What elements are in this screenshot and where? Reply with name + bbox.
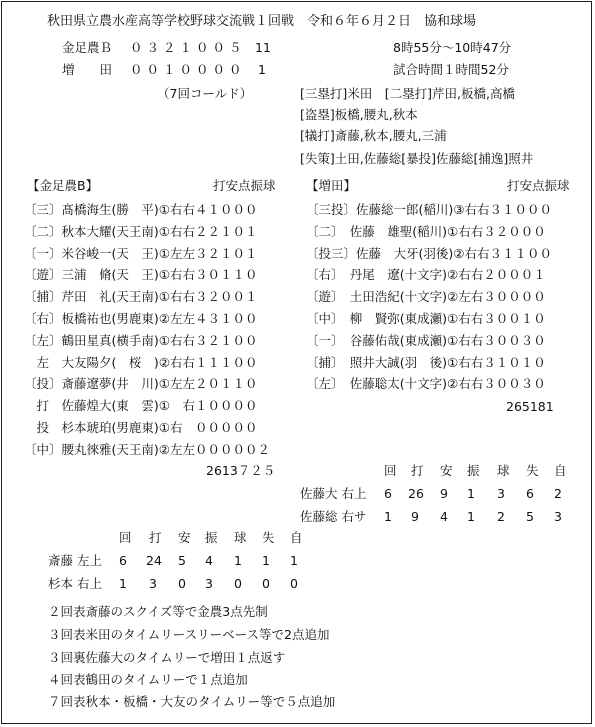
team2-innings: ００１００００	[130, 62, 246, 77]
pitching-stat-cell: 0	[178, 576, 186, 591]
pitching-stat-cell: 1	[234, 553, 242, 568]
player-row: 〔中〕腰丸徠雅(天王南)②左左０００００２	[24, 441, 270, 457]
lineup-right-total: 265181	[506, 399, 554, 414]
lineup-left-total: 2613７２５	[206, 463, 276, 478]
player-row: 〔一〕 谷藤佑哉(東成瀬)①右右３００３０	[306, 332, 546, 348]
team2-total: 1	[258, 62, 266, 77]
pitching-stat-cell: 9	[440, 486, 448, 501]
pitching-stat-cell: 4	[440, 509, 448, 524]
player-row: 〔捕〕 照井大誠(羽 後)①右右３１０１０	[306, 354, 546, 370]
pitching-stat-cell: 1	[467, 486, 475, 501]
pitching-stat-cell: 26	[408, 486, 424, 501]
player-row: 〔右〕板橋祐也(男鹿東)②左左４３１００	[24, 311, 258, 326]
team2-name: 増 田	[62, 62, 113, 77]
player-row: 〔右〕 丹尾 遼(十文字)②右右２０００１	[306, 267, 546, 283]
summary-line: [三塁打]米田 [二塁打]芹田,板橋,高橋	[300, 86, 515, 101]
team1-total: 11	[255, 40, 271, 55]
player-row: 〔遊〕 土田浩紀(十文字)②左右３００００	[306, 289, 546, 305]
pitching-stat-cell: 1	[290, 553, 298, 568]
pitching-stat-cell: 1	[119, 576, 127, 591]
player-row: 〔左〕鶴田星真(横手南)①右右３２１００	[24, 332, 258, 348]
pitching-stat-cell: 0	[234, 576, 242, 591]
player-row: 〔三投〕佐藤総一郎(稲川)③右右３１０００	[306, 202, 552, 217]
pitching-header-cell: 回	[119, 530, 132, 545]
player-row: 左 大友陽夕( 桜 )②右右１１１００	[24, 354, 258, 370]
pitching-header-cell: 球	[234, 530, 247, 545]
summary-line: [盗塁]板橋,腰丸,秋本	[300, 107, 418, 122]
page-title: 秋田県立農水産高等学校野球交流戦１回戦 令和６年６月２日 協和球場	[47, 14, 477, 29]
pitching-header-cell: 自	[554, 463, 567, 478]
pitching-header-cell: 打	[149, 530, 162, 545]
pitching-stat-cell: 3	[497, 486, 505, 501]
pitching-stat-cell: 24	[146, 553, 162, 568]
player-row: 〔左〕 佐藤聡太(十文字)②右右３００３０	[306, 376, 546, 392]
pitching-header-cell: 打	[411, 463, 424, 478]
player-row: 〔一〕米谷峻一(天 王)①左左３２１０１	[24, 245, 258, 261]
pitcher-name: 佐藤大 右上	[300, 486, 367, 501]
player-row: 〔投三〕佐藤 大牙(羽後)②右右３１１００	[306, 245, 552, 261]
pitcher-name: 佐藤総 右サ	[300, 509, 367, 524]
play-note: ２回表斎藤のスクイズ等で金農3点先制	[48, 604, 268, 619]
summary-line: [犠打]斎藤,秋本,腰丸,三浦	[300, 128, 447, 143]
pitching-stat-cell: 2	[497, 509, 505, 524]
game-time: 試合時間１時間52分	[393, 62, 509, 77]
time-range: 8時55分～10時47分	[393, 40, 512, 55]
pitching-header-cell: 安	[440, 463, 453, 478]
lineup-right-cols: 打安点振球	[507, 178, 570, 193]
team1-innings: ０３２１００５	[130, 40, 246, 55]
pitching-stat-cell: 0	[262, 576, 270, 591]
called-game-note: （7回コールド）	[157, 86, 253, 101]
lineup-left-header: 【金足農B】	[27, 178, 99, 193]
summary-line: [失策]土田,佐藤総[暴投]佐藤総[捕逸]照井	[300, 151, 534, 166]
team1-name: 金足農Ｂ	[62, 40, 113, 55]
player-row: 〔捕〕芹田 礼(天王南)①右右３２００１	[24, 289, 258, 305]
lineup-left-cols: 打安点振球	[213, 178, 276, 193]
pitching-header-cell: 自	[290, 530, 303, 545]
play-note: ３回裏佐藤大のタイムリーで増田１点返す	[48, 650, 286, 665]
player-row: 〔中〕 柳 賢弥(東成瀬)①右右３００１０	[306, 311, 546, 326]
pitching-header-cell: 安	[178, 530, 191, 545]
pitching-stat-cell: 6	[119, 553, 127, 568]
pitching-stat-cell: 1	[262, 553, 270, 568]
pitcher-name: 杉本 右上	[48, 576, 102, 591]
pitching-stat-cell: 6	[526, 486, 534, 501]
play-note: ４回表鶴田のタイムリーで１点追加	[48, 672, 248, 687]
player-row: 〔二〕秋本大耀(天王南)①右右２２１０１	[24, 223, 258, 239]
player-row: 打 佐藤煌大(東 雲)① 右１００００	[24, 398, 258, 414]
pitching-stat-cell: 3	[205, 576, 213, 591]
pitching-header-cell: 失	[526, 463, 539, 478]
play-note: ７回表秋本・板橋・大友のタイムリー等で５点追加	[48, 694, 336, 709]
pitching-stat-cell: 2	[554, 486, 562, 501]
pitching-header-cell: 振	[467, 463, 480, 478]
pitching-header-cell: 回	[384, 463, 397, 478]
pitching-stat-cell: 3	[149, 576, 157, 591]
player-row: 〔三〕髙橋海生(勝 平)①右右４１０００	[24, 202, 258, 217]
pitching-stat-cell: 0	[290, 576, 298, 591]
pitching-stat-cell: 4	[205, 553, 213, 568]
pitching-header-cell: 振	[205, 530, 218, 545]
pitching-stat-cell: 9	[411, 509, 419, 524]
pitching-stat-cell: 6	[384, 486, 392, 501]
player-row: 〔投〕斎藤遼夢(井 川)①左左２０１１０	[24, 376, 258, 392]
pitching-header-cell: 失	[262, 530, 275, 545]
pitching-header-cell: 球	[497, 463, 510, 478]
pitching-stat-cell: 1	[384, 509, 392, 524]
lineup-right-header: 【増田】	[306, 178, 357, 193]
player-row: 投 杉本琥珀(男鹿東)①右 ０００００	[24, 420, 258, 435]
pitcher-name: 斎藤 左上	[48, 553, 102, 568]
player-row: 〔遊〕三浦 脩(天 王)①右右３０１１０	[24, 267, 258, 283]
player-row: 〔二〕 佐藤 雄聖(稲川)①右右３２０００	[306, 223, 546, 239]
pitching-stat-cell: 3	[554, 509, 562, 524]
play-note: ３回表米田のタイムリースリーベース等で2点追加	[48, 627, 330, 642]
pitching-stat-cell: 1	[467, 509, 475, 524]
pitching-stat-cell: 5	[526, 509, 534, 524]
pitching-stat-cell: 5	[178, 553, 186, 568]
